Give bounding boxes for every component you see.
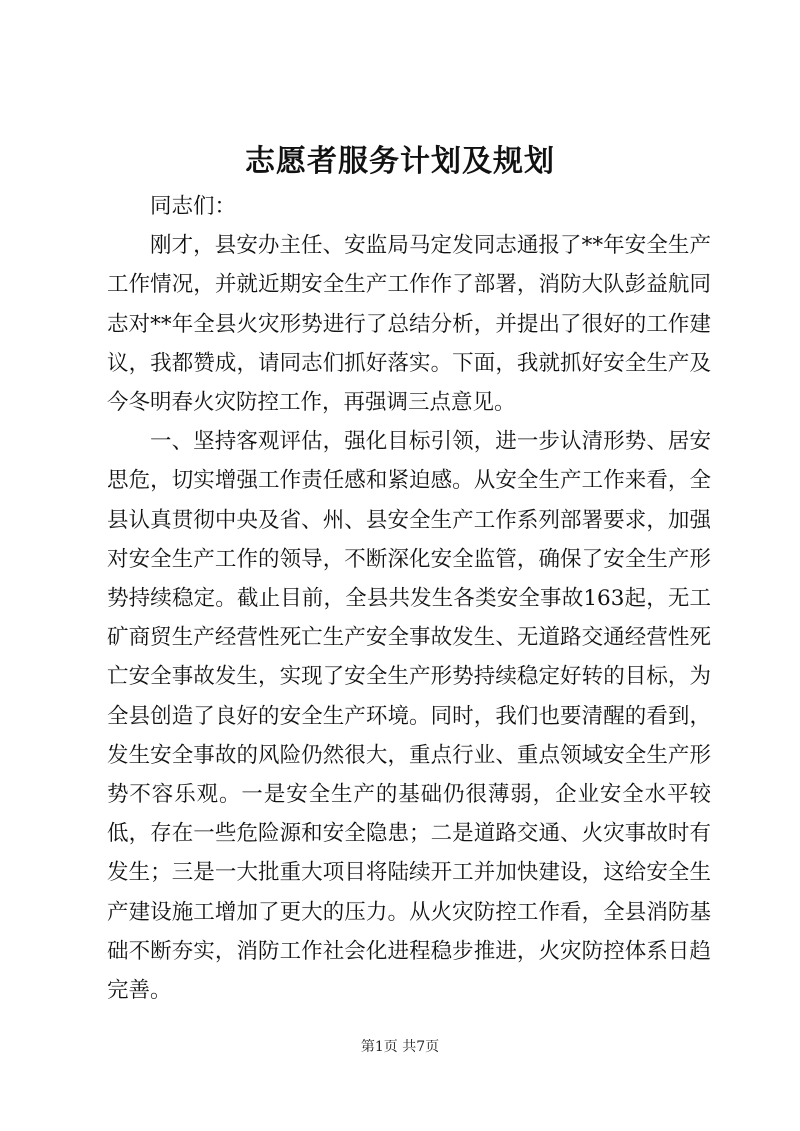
salutation: 同志们： — [150, 194, 237, 219]
document-title: 志愿者服务计划及规划 — [245, 144, 555, 179]
document-body — [107, 187, 711, 1010]
paragraph-2: 一、坚持客观评估，强化目标引领，进一步认清形势、居安思危，切实增强工作责任感和紧迫感。从安全生产工作来看，全县认真贯彻中央及省、州、县安全生产工作系列部署要求，加强对安全生产工作的领导，不断深化安全监管，确保了安全生产形势持续稳定。截止目前，全县共发生各类安全事故163起，无工矿商贸生产经营性死亡生产安全事故发生、无道路交通经营性死亡安全事故发生，实现了安全生产形势持续稳定好转的目标，为全县创造了良好的安全生产环境。同时，我们也要清醒的看到，发生安全事故的风险仍然很大，重点行业、重点领域安全生产形势不容乐观。一是安全生产的基础仍很薄弱，企业安全水平较低，存在一些危险源和安全隐患；二是道路交通、火灾事故时有发生；三是一大批重大项目将陆续开工并加快建设，这给安全生产建设施工增加了更大的压力。从火灾防控工作看，全县消防基础不断夯实，消防工作社会化进程稳步推进，火灾防控体系日趋完善。 — [107, 429, 711, 1004]
page-number-footer: 第1页 共7页 — [360, 1039, 440, 1055]
paragraph-1: 刚才，县安办主任、安监局马定发同志通报了**年安全生产工作情况，并就近期安全生产工作作了部署，消防大队彭益航同志对**年全县火灾形势进行了总结分析，并提出了很好的工作建议，我都赞成，请同志们抓好落实。下面，我就抓好安全生产及今冬明春火灾防控工作，再强调三点意见。 — [107, 233, 711, 416]
